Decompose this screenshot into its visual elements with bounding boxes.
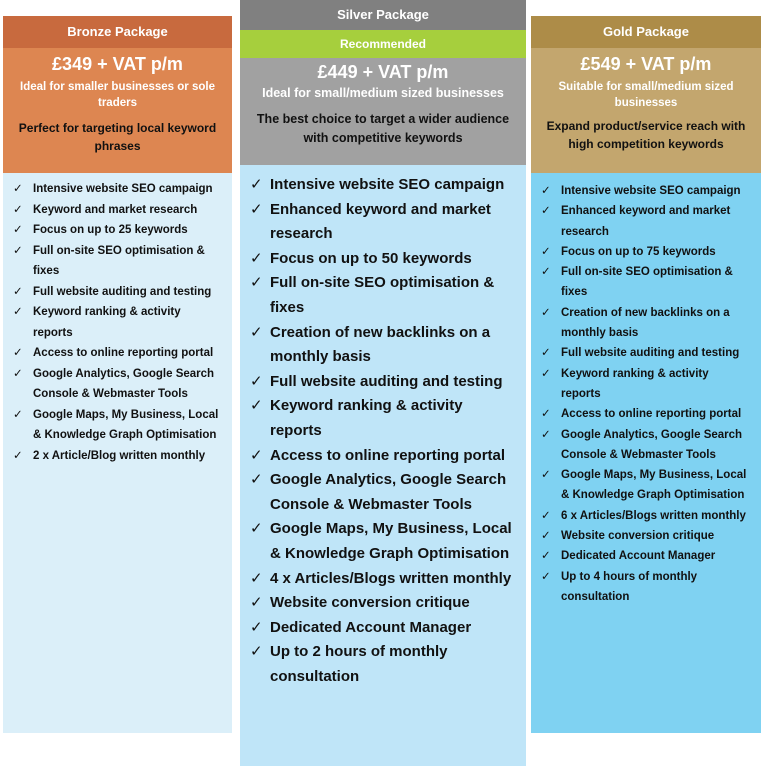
package-name: Bronze Package	[3, 16, 232, 48]
feature-list	[541, 181, 751, 607]
feature-item	[13, 343, 222, 364]
check-icon: ✓	[541, 570, 551, 583]
silver-package-card	[240, 0, 526, 766]
check-icon: ✓	[13, 449, 23, 462]
check-icon: ✓	[250, 446, 263, 464]
feature-item	[541, 303, 751, 344]
feature-text: Up to 2 hours of monthly consultation	[270, 643, 448, 685]
check-icon: ✓	[541, 245, 551, 258]
check-icon: ✓	[13, 244, 23, 257]
feature-text: Website conversion critique	[561, 530, 715, 543]
check-icon: ✓	[541, 205, 551, 218]
feature-item	[541, 242, 751, 262]
feature-item	[250, 370, 518, 395]
check-icon: ✓	[13, 203, 23, 216]
gold-package-card	[531, 16, 761, 733]
feature-text: Google Analytics, Google Search Console & Webmaster Tools	[561, 428, 743, 461]
package-pitch: Expand product/service reach with high competition keywords	[546, 119, 746, 151]
feature-list	[13, 179, 222, 466]
feature-text: Access to online reporting portal	[561, 408, 742, 421]
feature-text: Creation of new backlinks on a monthly basis	[561, 306, 730, 340]
feature-item	[250, 567, 518, 592]
feature-item	[541, 546, 751, 566]
package-name: Gold Package	[531, 16, 761, 48]
check-icon: ✓	[250, 274, 263, 292]
feature-item	[541, 506, 751, 526]
feature-text: Access to online reporting portal	[270, 446, 506, 464]
check-icon: ✓	[541, 347, 551, 360]
feature-item	[13, 364, 222, 405]
check-icon: ✓	[250, 372, 263, 390]
feature-item	[541, 364, 751, 405]
feature-text: Full website auditing and testing	[561, 347, 740, 360]
package-header	[531, 48, 761, 173]
feature-text: Enhanced keyword and market research	[270, 200, 491, 243]
feature-item	[250, 444, 518, 469]
check-icon: ✓	[13, 285, 23, 298]
package-tagline: Suitable for small/medium sized businesses	[558, 81, 734, 109]
feature-text: Full on-site SEO optimisation & fixes	[270, 274, 495, 316]
package-price: £449 + VAT p/m	[317, 62, 449, 82]
feature-list-panel	[240, 165, 526, 766]
check-icon: ✓	[541, 509, 551, 522]
feature-text: Google Maps, My Business, Local & Knowledge Graph Optimisation	[270, 520, 512, 562]
package-header	[240, 58, 526, 165]
check-icon: ✓	[541, 469, 551, 482]
check-icon: ✓	[250, 397, 263, 415]
check-icon: ✓	[541, 408, 551, 421]
feature-item	[13, 405, 222, 446]
feature-item	[13, 302, 222, 343]
check-icon: ✓	[541, 530, 551, 543]
feature-item	[541, 201, 751, 242]
feature-item	[13, 179, 222, 200]
check-icon: ✓	[250, 569, 263, 587]
check-icon: ✓	[13, 347, 23, 359]
check-icon: ✓	[250, 471, 263, 489]
check-icon: ✓	[541, 550, 551, 563]
feature-text: Keyword ranking & activity reports	[33, 306, 181, 339]
package-pitch: Perfect for targeting local keyword phrases	[18, 121, 217, 153]
feature-text: 4 x Articles/Blogs written monthly	[270, 569, 512, 587]
check-icon: ✓	[250, 520, 263, 538]
feature-text: Keyword ranking & activity reports	[270, 397, 463, 439]
feature-item	[250, 517, 518, 566]
package-price: £349 + VAT p/m	[52, 54, 183, 74]
feature-text: Focus on up to 50 keywords	[270, 249, 472, 267]
feature-list-panel	[3, 173, 232, 733]
check-icon: ✓	[541, 185, 551, 197]
feature-text: 2 x Article/Blog written monthly	[33, 449, 206, 462]
feature-item	[250, 198, 518, 247]
feature-item	[541, 567, 751, 608]
check-icon: ✓	[250, 618, 263, 636]
feature-item	[13, 446, 222, 467]
feature-item	[541, 425, 751, 466]
feature-text: Dedicated Account Manager	[270, 618, 472, 636]
check-icon: ✓	[13, 306, 23, 318]
package-tagline: Ideal for smaller businesses or sole traders	[20, 81, 215, 109]
feature-item	[250, 591, 518, 616]
feature-item	[250, 394, 518, 443]
recommended-badge: Recommended	[240, 30, 526, 58]
feature-text: Full on-site SEO optimisation & fixes	[561, 266, 733, 299]
bronze-package-card	[3, 16, 232, 733]
package-pitch: The best choice to target a wider audience with competitive keywords	[256, 112, 510, 145]
check-icon: ✓	[541, 306, 551, 319]
check-icon: ✓	[250, 176, 263, 193]
feature-item	[250, 640, 518, 689]
check-icon: ✓	[13, 224, 23, 236]
feature-text: Up to 4 hours of monthly consultation	[561, 570, 698, 603]
check-icon: ✓	[250, 323, 263, 341]
feature-item	[250, 321, 518, 370]
feature-text: Google Maps, My Business, Local & Knowledge Graph Optimisation	[561, 469, 747, 502]
check-icon: ✓	[13, 367, 23, 380]
feature-text: Google Maps, My Business, Local & Knowledge Graph Optimisation	[33, 408, 219, 441]
feature-item	[541, 181, 751, 201]
feature-item	[541, 465, 751, 506]
check-icon: ✓	[250, 594, 263, 612]
check-icon: ✓	[13, 408, 23, 421]
feature-text: Keyword and market research	[33, 203, 198, 216]
feature-item	[13, 220, 222, 241]
feature-item	[13, 282, 222, 303]
feature-text: Website conversion critique	[270, 594, 470, 612]
feature-text: Focus on up to 25 keywords	[33, 224, 188, 236]
feature-text: Creation of new backlinks on a monthly basis	[270, 323, 491, 366]
feature-item	[250, 271, 518, 320]
feature-text: Focus on up to 75 keywords	[561, 245, 716, 258]
feature-text: Google Analytics, Google Search Console & Webmaster Tools	[33, 367, 215, 400]
feature-item	[250, 247, 518, 272]
feature-text: Intensive website SEO campaign	[33, 183, 213, 195]
feature-item	[541, 404, 751, 424]
feature-text: Full on-site SEO optimisation & fixes	[33, 244, 205, 277]
feature-item	[13, 241, 222, 282]
feature-text: Dedicated Account Manager	[561, 550, 716, 563]
feature-text: Keyword ranking & activity reports	[561, 367, 709, 400]
check-icon: ✓	[13, 183, 23, 195]
feature-list	[250, 173, 518, 689]
check-icon: ✓	[541, 367, 551, 380]
feature-item	[541, 262, 751, 303]
feature-text: Enhanced keyword and market research	[561, 205, 731, 238]
feature-text: Full website auditing and testing	[33, 285, 212, 298]
feature-item	[13, 200, 222, 221]
feature-text: Full website auditing and testing	[270, 372, 503, 390]
feature-item	[250, 173, 518, 198]
check-icon: ✓	[250, 200, 263, 218]
package-name: Silver Package	[240, 0, 526, 30]
check-icon: ✓	[250, 643, 263, 661]
feature-list-panel	[531, 173, 761, 733]
feature-text: Google Analytics, Google Search Console & Webmaster Tools	[270, 471, 507, 513]
feature-text: Intensive website SEO campaign	[561, 185, 741, 197]
feature-item	[250, 468, 518, 517]
package-price: £549 + VAT p/m	[580, 54, 712, 74]
package-tagline: Ideal for small/medium sized businesses	[262, 86, 504, 100]
feature-text: Intensive website SEO campaign	[270, 176, 505, 193]
check-icon: ✓	[250, 249, 263, 267]
package-header	[3, 48, 232, 173]
check-icon: ✓	[541, 266, 551, 279]
feature-item	[250, 616, 518, 641]
check-icon: ✓	[541, 428, 551, 441]
feature-item	[541, 526, 751, 546]
feature-text: 6 x Articles/Blogs written monthly	[561, 509, 746, 522]
feature-text: Access to online reporting portal	[33, 347, 214, 359]
feature-item	[541, 343, 751, 363]
